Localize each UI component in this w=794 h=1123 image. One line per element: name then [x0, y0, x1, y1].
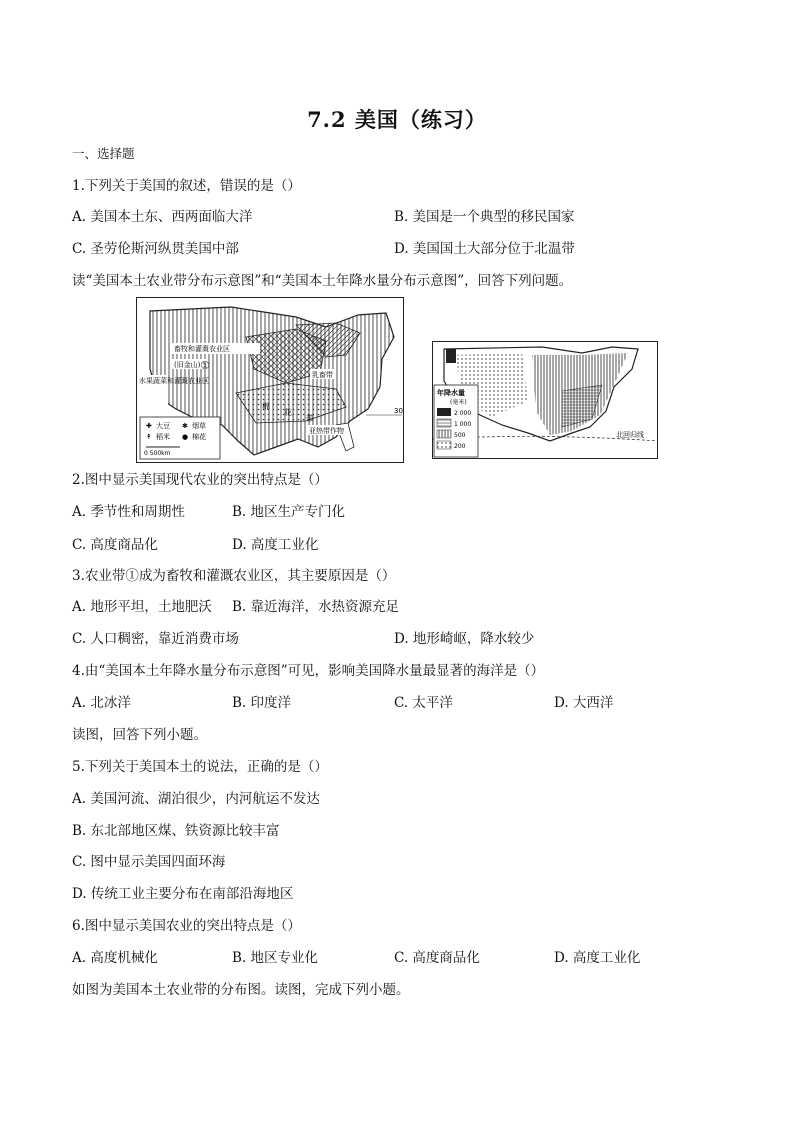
- map1-scale-label: 0 500km: [144, 450, 171, 457]
- map2-legend-v2: 500: [454, 432, 466, 439]
- legend-soy-label: 大豆: [156, 422, 170, 430]
- q5-option-d: D. 传统工业主要分布在南部沿海地区: [72, 886, 294, 902]
- question-6-stem: 6.图中显示美国农业的突出特点是（）: [72, 918, 301, 934]
- q4-option-c: C. 太平洋: [394, 695, 453, 711]
- legend-tobacco-icon: ✱: [182, 422, 188, 430]
- intro-maps: 读“美国本土农业带分布示意图”和“美国本土年降水量分布示意图”，回答下列问题。: [72, 273, 573, 289]
- q2-option-b: B. 地区生产专门化: [232, 504, 346, 520]
- map2-legend-unit: (毫米): [450, 399, 467, 406]
- q6-option-c: C. 高度商品化: [394, 950, 480, 966]
- map1-lat-label: 30: [394, 407, 403, 415]
- q3-option-c: C. 人口稠密，靠近消费市场: [72, 631, 239, 647]
- q2-option-a: A. 季节性和周期性: [72, 504, 185, 520]
- map1-circle1-label: ①: [200, 359, 210, 372]
- intro-read-figure: 读图，回答下列小题。: [72, 727, 207, 743]
- question-2-stem: 2.图中显示美国现代农业的突出特点是（）: [72, 472, 328, 488]
- question-1-stem: 1.下列关于美国的叙述，错误的是（）: [72, 178, 301, 194]
- map1-mixed-label: 乳畜带: [312, 371, 333, 379]
- map1-cotton-label-1: 棉: [262, 402, 270, 411]
- legend-soy-icon: ✚: [146, 422, 152, 430]
- map1-cotton-label-3: 带: [306, 414, 314, 423]
- q4-option-b: B. 印度洋: [232, 695, 292, 711]
- q5-option-b: B. 东北部地区煤、铁资源比较丰富: [72, 823, 280, 839]
- q5-option-a: A. 美国河流、湖泊很少，内河航运不发达: [72, 791, 320, 807]
- map2-legend-v0: 2 000: [454, 410, 472, 417]
- q4-option-a: A. 北冰洋: [72, 695, 131, 711]
- q6-option-b: B. 地区专业化: [232, 950, 319, 966]
- precipitation-map: [432, 341, 658, 459]
- map2-legend-v3: 200: [454, 443, 466, 450]
- q1-option-a: A. 美国本土东、西两面临大洋: [72, 209, 253, 225]
- q1-option-c: C. 圣劳伦斯河纵贯美国中部: [72, 241, 239, 257]
- map1-sub-label: 亚热带作物: [309, 427, 344, 435]
- map2-legend-v1: 1 000: [454, 421, 472, 428]
- q4-option-d: D. 大西洋: [554, 695, 614, 711]
- legend-cotton-icon: ●: [182, 433, 189, 441]
- q1-option-b: B. 美国是一个典型的移民国家: [394, 209, 575, 225]
- map1-cotton-label-2: 花: [284, 408, 292, 417]
- legend-tobacco-label: 烟草: [192, 422, 206, 430]
- legend-rice-label: 稻米: [156, 433, 170, 441]
- q3-option-a: A. 地形平坦，土地肥沃: [72, 599, 212, 615]
- intro-agri-map: 如图为美国本土农业带的分布图。读图，完成下列小题。: [72, 982, 410, 998]
- legend-rice-icon: ↟: [146, 433, 152, 441]
- q3-option-b: B. 靠近海洋，水热资源充足: [232, 599, 400, 615]
- question-5-stem: 5.下列关于美国本土的说法，正确的是（）: [72, 759, 328, 775]
- legend-cotton-label: 棉花: [192, 433, 206, 441]
- q5-option-c: C. 图中显示美国四面环海: [72, 854, 226, 870]
- q6-option-d: D. 高度工业化: [554, 950, 641, 966]
- q2-option-c: C. 高度商品化: [72, 537, 158, 553]
- question-3-stem: 3.农业带①成为畜牧和灌溉农业区，其主要原因是（）: [72, 568, 396, 584]
- q3-option-d: D. 地形崎岖，降水较少: [394, 631, 535, 647]
- agriculture-belt-map: [136, 297, 404, 463]
- question-4-stem: 4.由“美国本土年降水量分布示意图”可见，影响美国降水量最显著的海洋是（）: [72, 663, 545, 679]
- map2-tropic-label: 北回归线: [616, 431, 644, 439]
- q6-option-a: A. 高度机械化: [72, 950, 158, 966]
- map2-legend-title: 年降水量: [437, 389, 465, 397]
- q2-option-d: D. 高度工业化: [232, 537, 319, 553]
- map1-sf-label: (旧金山): [174, 361, 201, 369]
- q1-option-d: D. 美国国土大部分位于北温带: [394, 241, 575, 257]
- map1-fruit-label: 水果蔬菜和灌溉农业区: [139, 377, 209, 385]
- map1-ranch-label: 畜牧和灌溉农业区: [174, 345, 230, 353]
- maps-figure: [136, 297, 660, 465]
- page-title: 7.2 美国（练习）: [307, 107, 487, 132]
- section-heading: 一、选择题: [72, 146, 135, 161]
